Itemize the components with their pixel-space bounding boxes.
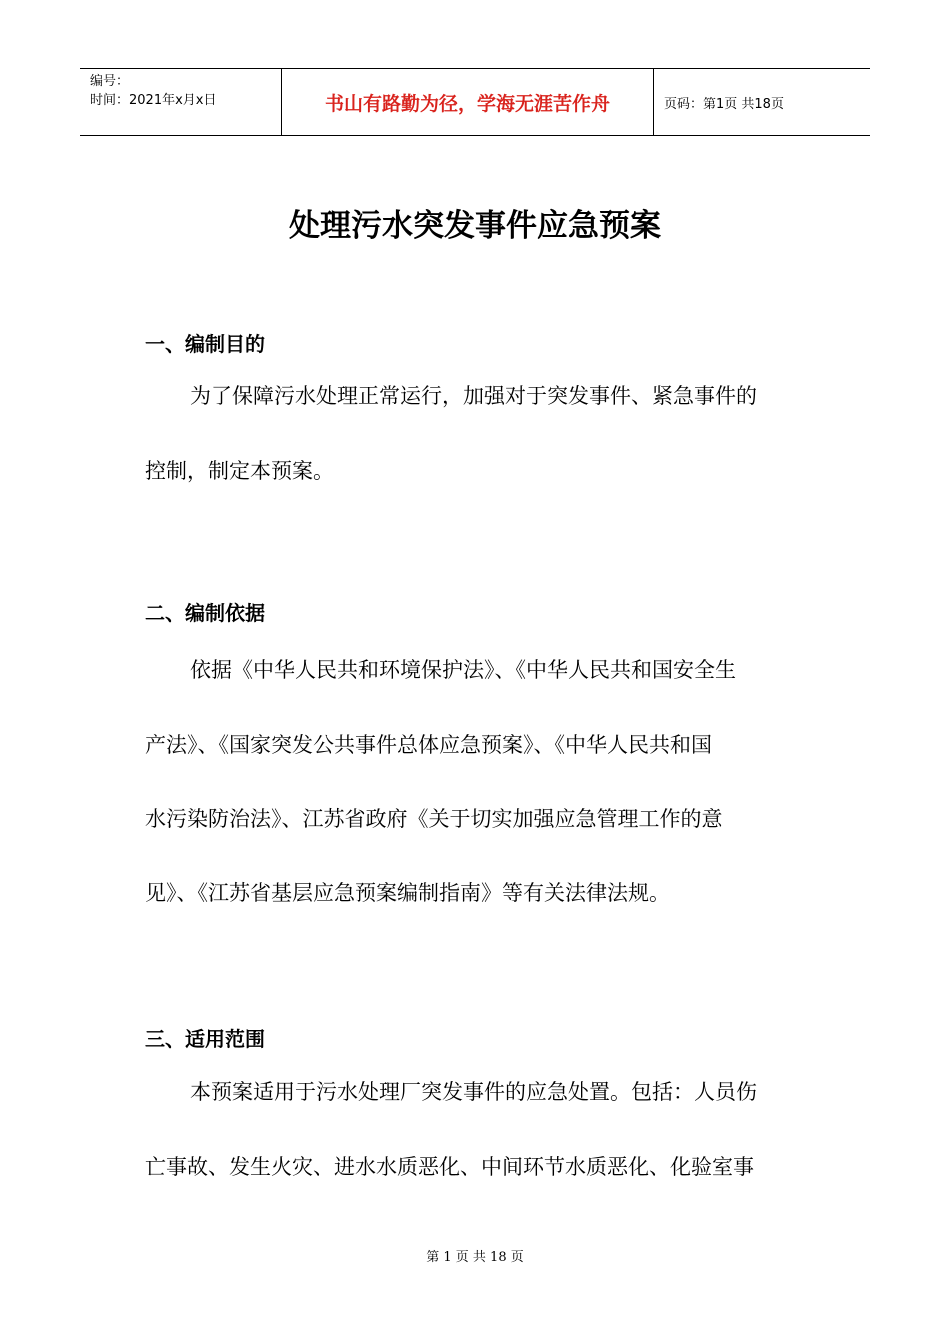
header-meta [80, 69, 282, 135]
paragraph-line: 亡事故、发生火灾、进水水质恶化、中间环节水质恶化、化验室事 [145, 1155, 754, 1179]
paragraph-line: 水污染防治法》、江苏省政府《关于切实加强应急管理工作的意 [145, 807, 723, 831]
page-footer: 第 1 页 共 18 页 [426, 1250, 524, 1265]
header-page-info: 页码：第1页 共18页 [664, 96, 784, 112]
paragraph-line: 见》、《江苏省基层应急预案编制指南》等有关法律法规。 [145, 881, 670, 905]
document-number-label: 编号： [90, 74, 130, 89]
section-heading: 三、适用范围 [145, 1027, 265, 1051]
paragraph-line: 控制，制定本预案。 [145, 459, 334, 483]
page-header [80, 68, 870, 136]
document-time: 时间：2021年x月x日 [90, 93, 217, 108]
paragraph-line: 为了保障污水处理正常运行，加强对于突发事件、紧急事件的 [190, 384, 757, 408]
document-title: 处理污水突发事件应急预案 [289, 208, 661, 244]
paragraph-line: 依据《中华人民共和环境保护法》、《中华人民共和国安全生 [190, 658, 736, 682]
paragraph-line: 产法》、《国家突发公共事件总体应急预案》、《中华人民共和国 [145, 733, 712, 757]
paragraph-line: 本预案适用于污水处理厂突发事件的应急处置。包括：人员伤 [190, 1080, 757, 1104]
section-heading: 一、编制目的 [145, 332, 265, 356]
header-motto: 书山有路勤为径，学海无涯苦作舟 [282, 69, 654, 135]
section-heading: 二、编制依据 [145, 601, 265, 625]
